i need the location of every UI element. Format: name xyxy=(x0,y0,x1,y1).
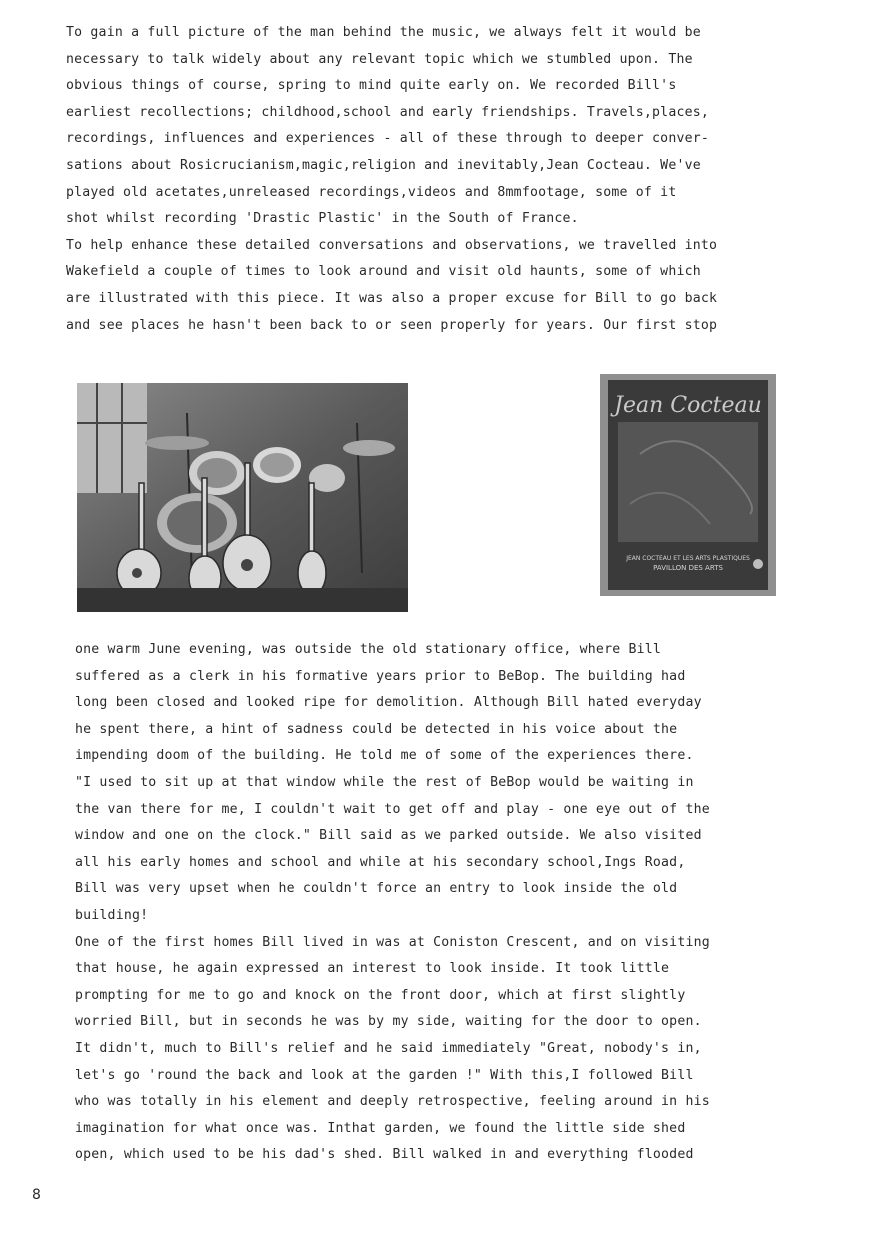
text-line: Wakefield a couple of times to look around and visit old haunts, some of which xyxy=(66,264,701,280)
poster-title: Jean Cocteau xyxy=(614,393,762,418)
text-line: the van there for me, I couldn't wait to get off and play - one eye out of the xyxy=(75,801,710,817)
text-line: prompting for me to go and knock on the front door, which at first slightly xyxy=(75,987,686,1003)
text-line: let's go 'round the back and look at the garden !" With this,I followed Bill xyxy=(75,1067,694,1083)
text-line: are illustrated with this piece. It was also a proper excuse for Bill to go back xyxy=(66,290,718,306)
text-line: worried Bill, but in seconds he was by my side, waiting for the door to open. xyxy=(75,1014,702,1030)
intro-paragraph xyxy=(66,20,717,339)
guitars-and-drums-photo xyxy=(77,383,408,612)
text-line: suffered as a clerk in his formative years prior to BeBop. The building had xyxy=(75,668,686,684)
continuation-paragraph xyxy=(75,637,710,1169)
poster-subtitle-line2: PAVILLON DES ARTS xyxy=(653,564,723,572)
text-line: and see places he hasn't been back to or seen properly for years. Our first stop xyxy=(66,317,718,333)
text-line: window and one on the clock." Bill said as we parked outside. We also visited xyxy=(75,828,702,844)
cocteau-poster-illustration xyxy=(600,374,776,596)
text-line: It didn't, much to Bill's relief and he said immediately "Great, nobody's in, xyxy=(75,1040,702,1056)
text-line: all his early homes and school and while at his secondary school,Ings Road, xyxy=(75,854,686,870)
text-line: he spent there, a hint of sadness could be detected in his voice about the xyxy=(75,721,678,737)
text-line: shot whilst recording 'Drastic Plastic' in the South of France. xyxy=(66,211,579,227)
guitars-and-drums-illustration xyxy=(77,383,408,612)
text-line: earliest recollections; childhood,school and early friendships. Travels,places, xyxy=(66,104,710,120)
text-line: who was totally in his element and deeply retrospective, feeling around in his xyxy=(75,1094,710,1110)
poster-subtitle-line1: JEAN COCTEAU ET LES ARTS PLASTIQUES xyxy=(626,555,750,562)
text-line: To help enhance these detailed conversations and observations, we travelled into xyxy=(66,237,718,253)
text-line: "I used to sit up at that window while the rest of BeBop would be waiting in xyxy=(75,774,694,790)
text-line: imagination for what once was. Inthat garden, we found the little side shed xyxy=(75,1120,686,1136)
text-line: one warm June evening, was outside the old stationary office, where Bill xyxy=(75,642,662,657)
text-line: obvious things of course, spring to mind quite early on. We recorded Bill's xyxy=(66,78,677,94)
text-line: open, which used to be his dad's shed. Bill walked in and everything flooded xyxy=(75,1147,694,1163)
text-line: recordings, influences and experiences - all of these through to deeper conver- xyxy=(66,131,710,147)
jean-cocteau-poster-photo xyxy=(600,374,776,596)
text-line: building! xyxy=(75,907,149,923)
text-line: One of the first homes Bill lived in was at Coniston Crescent, and on visiting xyxy=(75,934,710,950)
text-line: played old acetates,unreleased recordings,videos and 8mmfootage, some of it xyxy=(66,184,677,200)
text-line: impending doom of the building. He told me of some of the experiences there. xyxy=(75,748,694,764)
text-line: To gain a full picture of the man behind the music, we always felt it would be xyxy=(66,25,701,40)
text-line: Bill was very upset when he couldn't force an entry to look inside the old xyxy=(75,881,678,897)
text-line: necessary to talk widely about any relevant topic which we stumbled upon. The xyxy=(66,51,693,67)
page-number: 8 xyxy=(32,1187,41,1203)
text-line: long been closed and looked ripe for demolition. Although Bill hated everyday xyxy=(75,695,702,711)
text-line: sations about Rosicrucianism,magic,religion and inevitably,Jean Cocteau. We've xyxy=(66,157,701,173)
text-line: that house, he again expressed an interest to look inside. It took little xyxy=(75,961,670,977)
